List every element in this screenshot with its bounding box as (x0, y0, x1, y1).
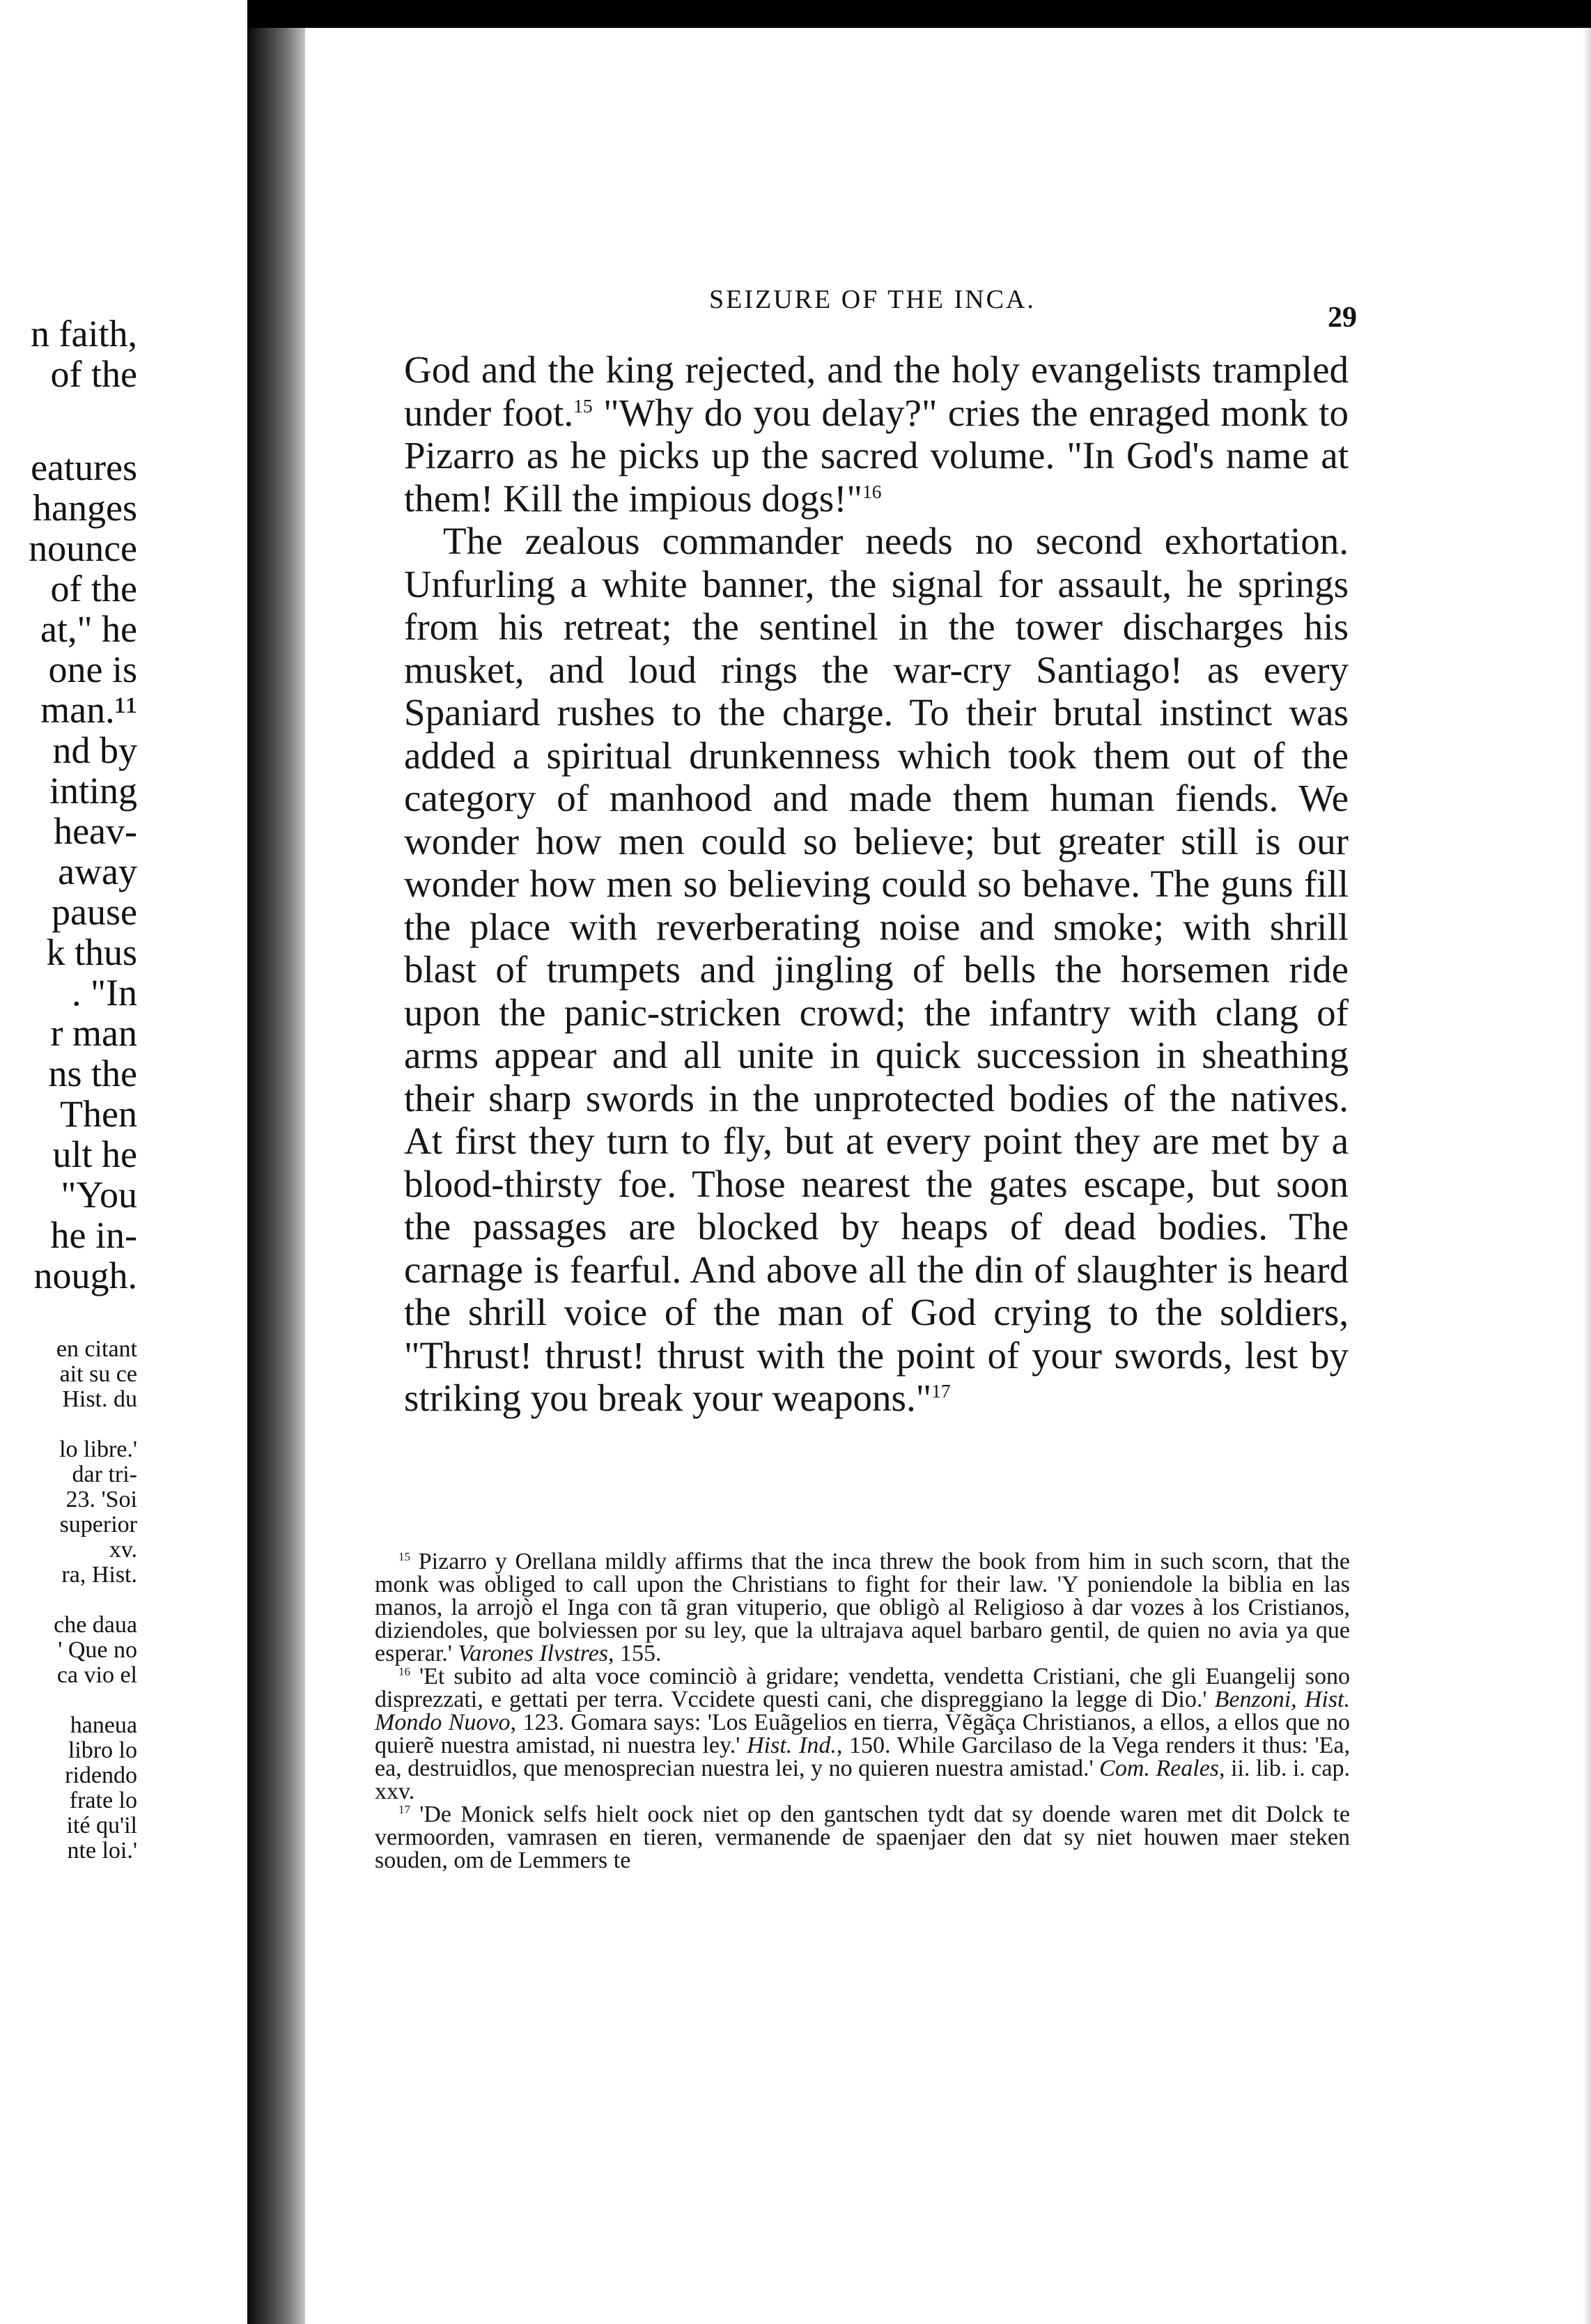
left-page-line: nte loi.' (67, 1838, 137, 1864)
left-page-line: che daua (54, 1612, 137, 1638)
left-page-line: ' Que no (58, 1637, 137, 1663)
left-page-line: n faith, (31, 313, 137, 355)
page-number: 29 (1328, 302, 1357, 334)
left-page-line: one is (48, 649, 137, 690)
left-page-line: ns the (48, 1053, 137, 1094)
left-page-line: of the (50, 353, 137, 395)
left-page-line: k thus (46, 931, 137, 973)
left-page-line: pause (52, 891, 137, 933)
left-page-line: haneua (70, 1712, 137, 1738)
left-page-line: libro lo (68, 1737, 137, 1763)
left-page-line: at," he (40, 608, 137, 650)
left-page-line: r man (50, 1012, 137, 1054)
left-page-line: en citant (56, 1336, 137, 1362)
left-page-line: man.¹¹ (40, 689, 137, 731)
left-page-line: lo libre.' (59, 1436, 137, 1462)
footnote-16: $^{16}$ 'Et subito ad alta voce cominciò à gridare; vendetta, vendetta Cristiani, che gli Euangelij sono disprezzati, e gettati per terra. Vccidete questi cani, che dispreggiano la legge di Dio.' Benzoni, Hist. Mondo Nuovo, 123. Gomara says: 'Los Euãgelios en tierra, Vẽgãça Christianos, a ellos, a ellos que no quierẽ nuestra amistad, ni nuestra ley.' Hist. Ind., 150. While Garcilaso de la Vega renders it thus: 'Ea, ea, destruidlos, que menosprecian nuestra lei, y no quieren nuestra amistad.' Com. Reales, ii. lib. i. cap. xxv. (375, 1664, 1351, 1804)
left-page-line: away (58, 851, 137, 892)
left-page-line: nd by (52, 729, 137, 771)
left-page-line: superior (59, 1512, 137, 1537)
running-head: SEIZURE OF THE INCA. (709, 285, 1036, 314)
footnote-ref-16[interactable]: 16 (862, 480, 882, 502)
left-page-line: ult he (52, 1133, 137, 1175)
right-page (305, 28, 1591, 2324)
footnote-17: $^{17}$ 'De Monick selfs hielt oock niet op den gantschen tydt dat sy doende waren met dit Dolck te vermoorden, vamrasen en tieren, vermanende de spaenjaer den dat sy niet houwen maer steken souden, om de Lemmers te (375, 1802, 1350, 1873)
left-page-line: frate lo (69, 1788, 137, 1813)
left-page-line: "You (61, 1174, 137, 1216)
left-page-line: inting (49, 770, 137, 812)
left-page-line: dar tri- (72, 1462, 137, 1487)
paragraph-1: God and the king rejected, and the holy evangelists trampled under foot.$^{15}$ "Why do you delay?" cries the enraged monk to Pizarro as he picks up the sacred volume. "In God's name at them! Kill the impious dogs!"$^{16}$ (404, 348, 1349, 520)
footnote-ref-17[interactable]: 17 (931, 1379, 951, 1402)
left-page-line: ridendo (65, 1763, 137, 1788)
left-page-line: Hist. du (62, 1386, 137, 1412)
left-page-line: xv. (109, 1537, 137, 1563)
page-edge-shadow (1583, 28, 1591, 2324)
left-page-line: ra, Hist. (61, 1562, 137, 1588)
left-page-line: nough. (33, 1255, 137, 1296)
body-text (404, 348, 1349, 1420)
left-page-fragment (0, 0, 247, 2324)
footnote-15: $^{15}$ Pizarro y Orellana mildly affirms that the inca threw the book from him in such scorn, that the monk was obliged to call upon the Christians to fight for their law. 'Y poniendole la biblia en las manos, la arrojò el Inga con tã gran vituperio, que obligò al Religioso à dar vozes à los Cristianos, diziendoles, que bolviessen por su ley, que la ultrajava aquel barbaro gentil, de quien no avia ya que esperar.' Varones Ilvstres, 155. (375, 1549, 1350, 1666)
left-page-line: nounce (29, 527, 137, 569)
left-page-line: hanges (33, 487, 137, 529)
left-page-line: ité qu'il (66, 1813, 137, 1838)
paragraph-2: The zealous commander needs no second exhortation. Unfurling a white banner, the signal for assault, he springs from his retreat; the sentinel in the tower discharges his musket, and loud rings the war-cry Santiago! as every Spaniard rushes to the charge. To their brutal instinct was added a spiritual drunkenness which took them out of the category of manhood and made them human fiends. We wonder how men could so believe; but greater still is our wonder how men so believing could so behave. The guns fill the place with reverberating noise and smoke; with shrill blast of trumpets and jingling of bells the horsemen ride upon the panic-stricken crowd; the infantry with clang of arms appear and all unite in quick succession in sheathing their sharp swords in the unprotected bodies of the natives. At first they turn to fly, but at every point they are met by a blood-thirsty foe. Those nearest the gates escape, but soon the passages are blocked by heaps of dead bodies. The carnage is fearful. And above all the din of slaughter is heard the shrill voice of the man of God crying to the soldiers, "Thrust! thrust! thrust with the point of your swords, lest by striking you break your weapons."$^{17}$ (404, 520, 1349, 1419)
left-page-line: ca vio el (56, 1662, 137, 1688)
left-page-line: eatures (31, 447, 137, 488)
footnotes (375, 1550, 1350, 1872)
left-page-line: Then (60, 1093, 137, 1135)
left-page-line: of the (50, 568, 137, 610)
left-page-line: ait su ce (59, 1361, 137, 1387)
left-page-line: he in- (50, 1214, 137, 1256)
left-page-line: heav- (54, 810, 137, 852)
footnote-ref-15[interactable]: 15 (573, 394, 593, 417)
left-page-line: . "In (71, 972, 137, 1014)
left-page-line: 23. 'Soi (65, 1487, 137, 1512)
book-gutter (247, 28, 306, 2324)
